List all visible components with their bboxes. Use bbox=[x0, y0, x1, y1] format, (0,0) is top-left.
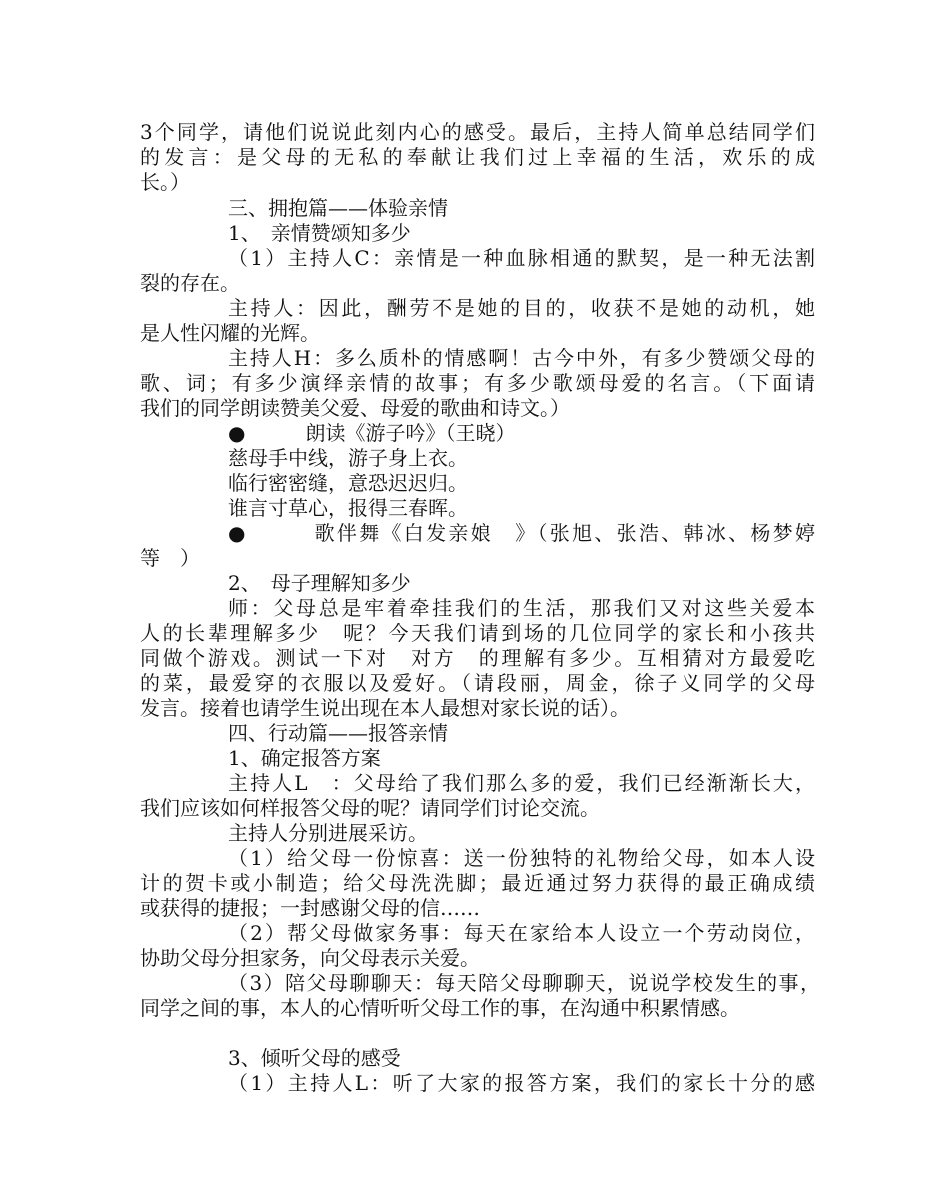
subsection-heading: 1、确定报答方案 bbox=[228, 746, 381, 770]
text-line: 人的长辈理解多少 呢？今天我们请到场的几位同学的家长和小孩共 bbox=[140, 621, 815, 645]
text-line: 同做个游戏。测试一下对 对方 的理解有多少。互相猜对方最爱吃 bbox=[140, 646, 815, 670]
subsection-heading: 3、倾听父母的感受 bbox=[228, 1046, 401, 1070]
text-line: 同学之间的事，本人的心情听听父母工作的事，在沟通中积累情感。 bbox=[140, 996, 740, 1020]
text-line: 主持人分别进展采访。 bbox=[228, 821, 428, 845]
text-line: 主持人H：多么质朴的情感啊！古今中外，有多少赞颂父母的 bbox=[228, 346, 815, 370]
text-line: （1）主持人C：亲情是一种血脉相通的默契，是一种无法割 bbox=[228, 246, 815, 270]
text-line: 裂的存在。 bbox=[140, 271, 240, 295]
bullet-item: ● 朗读《游子吟》（王晓） bbox=[228, 421, 516, 445]
poem-line: 临行密密缝，意恐迟迟归。 bbox=[228, 471, 468, 495]
text-line: （2）帮父母做家务事：每天在家给本人设立一个劳动岗位， bbox=[228, 921, 815, 945]
bullet-item: ● 歌伴舞《白发亲娘 》（张旭、张浩、韩冰、杨梦婷 bbox=[228, 521, 815, 545]
text-line: 师：父母总是牢着牵挂我们的生活，那我们又对这些关爱本 bbox=[228, 596, 815, 620]
section-heading: 三、拥抱篇——体验亲情 bbox=[228, 196, 448, 220]
text-line: 歌、词；有多少演绎亲情的故事；有多少歌颂母爱的名言。（下面请 bbox=[140, 371, 815, 395]
text-line: 的发言：是父母的无私的奉献让我们过上幸福的生活，欢乐的成 bbox=[140, 145, 815, 169]
text-line: 主持人：因此，酬劳不是她的目的，收获不是她的动机，她 bbox=[228, 296, 815, 320]
text-line: 计的贺卡或小制造；给父母洗洗脚；最近通过努力获得的最正确成绩 bbox=[140, 871, 815, 895]
text-line: 发言。接着也请学生说出现在本人最想对家长说的话）。 bbox=[140, 696, 630, 720]
text-line: 长。） bbox=[140, 170, 190, 194]
text-line: （1）给父母一份惊喜：送一份独特的礼物给父母，如本人设 bbox=[228, 846, 815, 870]
text-line: 我们的同学朗读赞美父爱、母爱的歌曲和诗文。） bbox=[140, 396, 570, 420]
text-line: 我们应该如何样报答父母的呢？请同学们讨论交流。 bbox=[140, 796, 600, 820]
text-line: （3）陪父母聊聊天：每天陪父母聊聊天，说说学校发生的事， bbox=[228, 971, 820, 995]
text-line: 协助父母分担家务，向父母表示关爱。 bbox=[140, 946, 480, 970]
subsection-heading: 1、 亲情赞颂知多少 bbox=[228, 221, 411, 245]
poem-line: 谁言寸草心，报得三春晖。 bbox=[228, 496, 468, 520]
text-line: 3个同学，请他们说说此刻内心的感受。最后，主持人简单总结同学们 bbox=[140, 120, 815, 144]
subsection-heading: 2、 母子理解知多少 bbox=[228, 571, 411, 595]
text-line: （1）主持人L：听了大家的报答方案，我们的家长十分的感 bbox=[228, 1071, 815, 1095]
text-line: 的菜，最爱穿的衣服以及爱好。（请段丽，周金，徐子义同学的父母 bbox=[140, 671, 815, 695]
text-line: 是人性闪耀的光辉。 bbox=[140, 321, 320, 345]
poem-line: 慈母手中线，游子身上衣。 bbox=[228, 446, 468, 470]
section-heading: 四、行动篇——报答亲情 bbox=[228, 721, 448, 745]
text-line: 或获得的捷报；一封感谢父母的信…… bbox=[140, 896, 480, 920]
text-line: 主持人L ：父母给了我们那么多的爱，我们已经渐渐长大， bbox=[228, 771, 815, 795]
text-line: 等 ） bbox=[140, 546, 200, 570]
